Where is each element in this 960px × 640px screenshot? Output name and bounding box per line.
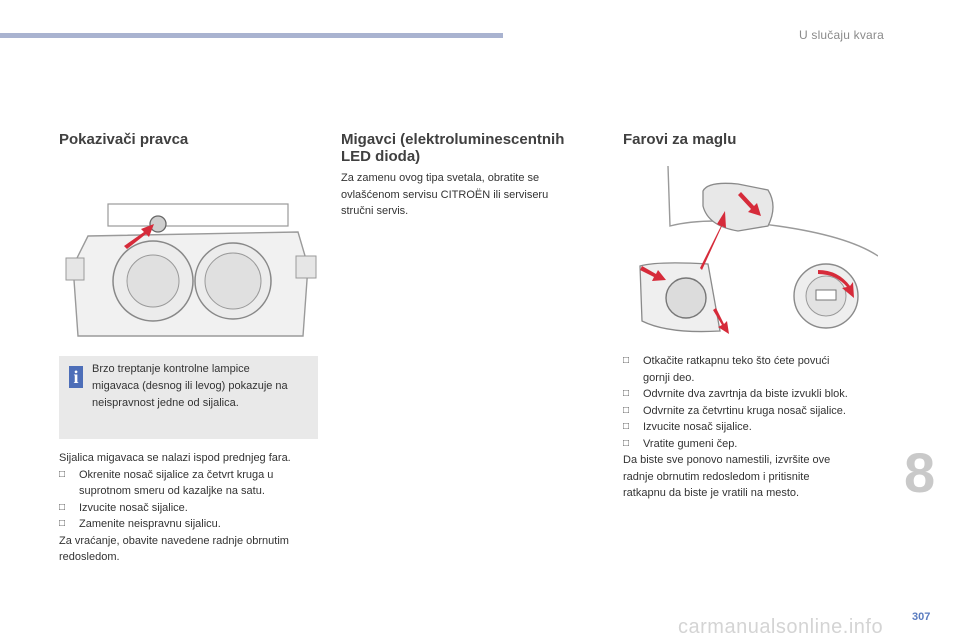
intro-text: Sijalica migavaca se nalazi ispod prednjeg fara. [59, 452, 291, 464]
info-line: migavaca (desnog ili levog) pokazuje na [92, 380, 288, 392]
led-signal-text: Za zamenu ovog tipa svetala, obratite se ovlašćenom servisu CITROËN ili serviseru stručni servis. [341, 172, 549, 217]
page-number: 307 [912, 611, 931, 623]
chapter-number: 8 [904, 441, 936, 504]
fog-lamp-illustration [628, 166, 878, 341]
header-accent-bar [0, 33, 503, 38]
list-item: □ Odvrnite za četvrtinu kruga nosač sijalice. [623, 403, 848, 420]
section-title-led-signals: Migavci (elektroluminescentnih LED dioda) [341, 131, 565, 165]
info-line: Brzo treptanje kontrolne lampice [92, 363, 250, 375]
checkbox-bullet-icon: □ [59, 468, 66, 480]
list-item: □ Okrenite nosač sijalice za četvrt kruga u [59, 467, 291, 484]
info-line: neispravnost jedne od sijalica. [92, 397, 239, 409]
outro-text: Da biste sve ponovo namestili, izvršite ove [623, 454, 831, 466]
list-item: □ Izvucite nosač sijalice. [59, 500, 291, 517]
checkbox-bullet-icon: □ [623, 388, 630, 399]
outro-text: ratkapnu da biste je vratili na mesto. [623, 487, 800, 499]
section-title-fog-lamps: Farovi za maglu [623, 131, 737, 148]
outro-text: radnje obrnutim redosledom i pritisnite [623, 470, 810, 483]
list-item: □ Zamenite neispravnu sijalicu. [59, 516, 291, 533]
list-item: □ Izvucite nosač sijalice. [623, 419, 848, 436]
checkbox-bullet-icon: □ [623, 437, 630, 449]
info-icon: i [69, 366, 83, 388]
list-item: □ Vratite gumeni čep. [623, 436, 848, 453]
checkbox-bullet-icon: □ [623, 355, 630, 366]
section-title-turn-signals: Pokazivači pravca [59, 131, 189, 148]
outro-text: Za vraćanje, obavite navedene radnje obrnutim [59, 534, 289, 547]
checkbox-bullet-icon: □ [623, 404, 630, 416]
outro-text: redosledom. [59, 551, 120, 563]
checkbox-bullet-icon: □ [59, 518, 66, 529]
headlamp-illustration [58, 196, 320, 346]
watermark: carmanualsonline.info [678, 616, 884, 638]
chapter-title: U slučaju kvara [798, 28, 884, 42]
fog-lamp-instructions [623, 353, 848, 502]
list-item: □ Otkačite ratkapnu teko što ćete povući [623, 353, 848, 370]
turn-signal-instructions [59, 450, 291, 566]
checkbox-bullet-icon: □ [623, 421, 630, 432]
info-box [59, 356, 318, 439]
list-item-continued: gornji deo. [643, 371, 695, 384]
checkbox-bullet-icon: □ [59, 501, 66, 513]
list-item: □ Odvrnite dva zavrtnja da biste izvukli blok. [623, 386, 848, 403]
list-item-continued: suprotnom smeru od kazaljke na satu. [79, 485, 265, 497]
